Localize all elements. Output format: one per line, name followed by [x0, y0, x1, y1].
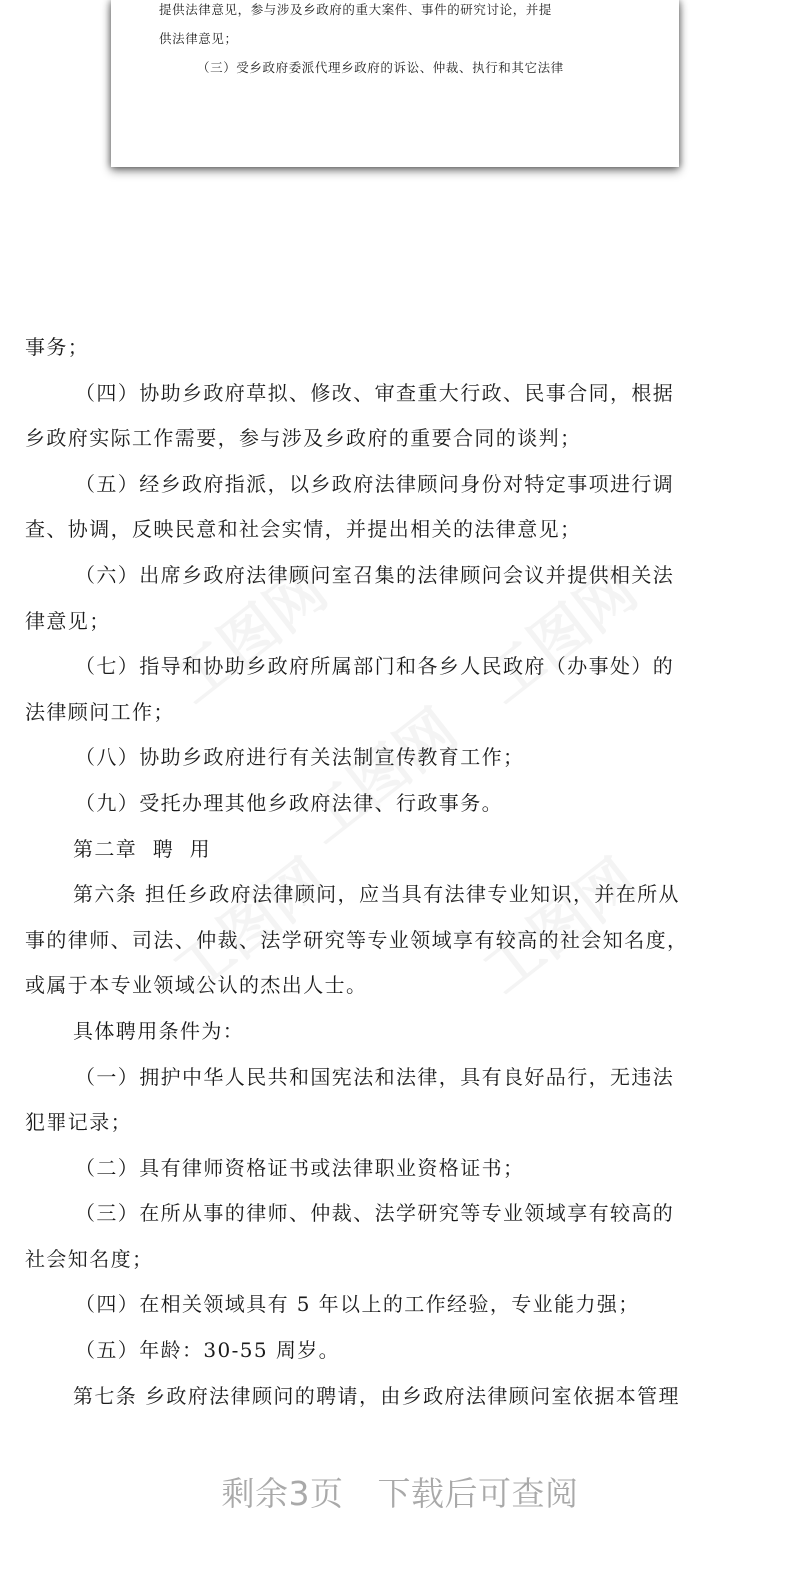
remaining-pages-banner[interactable]: [0, 1468, 800, 1515]
document-body: [25, 325, 777, 1419]
body-line: 事务；: [25, 335, 90, 359]
body-line: （五）经乡政府指派，以乡政府法律顾问身份对特定事项进行调: [75, 471, 675, 496]
preview-line-1: 提供法律意见，参与涉及乡政府的重大案件、事件的研究讨论，并提: [159, 2, 553, 17]
preview-line-2: 供法律意见；: [159, 31, 238, 46]
body-line: （三）在所从事的律师、仲裁、法学研究等专业领域享有较高的: [75, 1201, 675, 1226]
body-line: 第六条 担任乡政府法律顾问，应当具有法律专业知识，并在所从: [73, 882, 680, 907]
body-line: （四）协助乡政府草拟、修改、审查重大行政、民事合同，根据: [75, 380, 675, 405]
body-line: （七）指导和协助乡政府所属部门和各乡人民政府（办事处）的: [75, 654, 675, 679]
download-to-view-text: 下载后可查阅: [377, 1474, 579, 1513]
body-line: 犯罪记录；: [25, 1110, 132, 1135]
previous-page-preview: [111, 0, 679, 167]
body-line: （二）具有律师资格证书或法律职业资格证书；: [75, 1155, 525, 1180]
body-line: （六）出席乡政府法律顾问室召集的法律顾问会议并提供相关法: [75, 562, 675, 587]
remaining-pages-count: 剩余3页: [221, 1474, 344, 1513]
preview-line-3: （三）受乡政府委派代理乡政府的诉讼、仲裁、执行和其它法律: [197, 60, 564, 75]
body-line: 乡政府实际工作需要，参与涉及乡政府的重要合同的谈判；: [25, 426, 582, 451]
body-line: （八）协助乡政府进行有关法制宣传教育工作；: [75, 745, 525, 770]
body-line: 或属于本专业领域公认的杰出人士。: [25, 973, 368, 998]
body-line: 法律顾问工作；: [25, 699, 175, 724]
body-line: 具体聘用条件为：: [73, 1018, 245, 1043]
chapter-heading: 第二章 聘 用: [73, 836, 212, 861]
body-line: 律意见；: [25, 608, 111, 633]
body-line: （四）在相关领域具有 5 年以上的工作经验，专业能力强；: [75, 1292, 640, 1317]
body-line: 事的律师、司法、仲裁、法学研究等专业领域享有较高的社会知名度，: [25, 927, 689, 952]
body-line: 第七条 乡政府法律顾问的聘请，由乡政府法律顾问室依据本管理: [73, 1383, 680, 1408]
body-line: （五）年龄：30-55 周岁。: [75, 1338, 341, 1363]
body-line: （九）受托办理其他乡政府法律、行政事务。: [75, 790, 503, 815]
body-line: 社会知名度；: [25, 1246, 154, 1271]
body-line: （一）拥护中华人民共和国宪法和法律，具有良好品行，无违法: [75, 1064, 675, 1089]
body-line: 查、协调，反映民意和社会实情，并提出相关的法律意见；: [25, 517, 582, 542]
